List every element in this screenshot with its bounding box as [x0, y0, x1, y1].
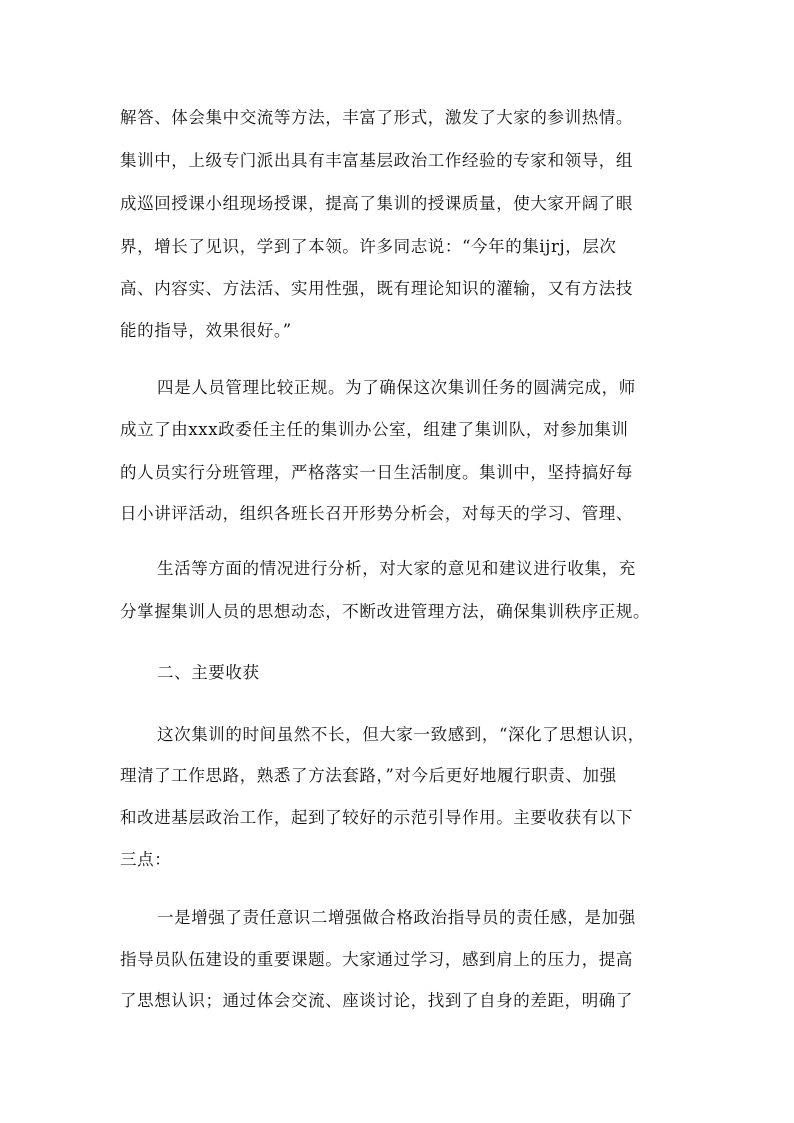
section-heading: 二、主要收获 — [157, 663, 260, 682]
text-line: 这次集训的时间虽然不长，但大家一致感到，“深化了思想认识， — [157, 725, 645, 744]
text-line: 集训中，上级专门派出具有丰富基层政治工作经验的专家和领导，组 — [120, 151, 633, 170]
text-line: 高、内容实、方法活、实用性强，既有理论知识的灌输，又有方法技 — [120, 279, 633, 298]
text-line: 的人员实行分班管理，严格落实一日生活制度。集训中，坚持搞好每 — [120, 463, 633, 482]
text-line: 分掌握集训人员的思想动态，不断改进管理方法，确保集训秩序正规。 — [120, 602, 651, 621]
text-line: 界，增长了见识，学到了本领。许多同志说：“今年的集ijrj，层次 — [120, 237, 617, 256]
text-line: 指导员队伍建设的重要课题。大家通过学习，感到肩上的压力，提高 — [120, 950, 633, 969]
text-line: 四是人员管理比较正规。为了确保这次集训任务的圆满完成，师 — [157, 378, 636, 397]
text-line: 解答、体会集中交流等方法，丰富了形式，激发了大家的参训热情。 — [120, 108, 633, 127]
text-line: 成巡回授课小组现场授课，提高了集训的授课质量，使大家开阔了眼 — [120, 194, 633, 213]
text-line: 能的指导，效果很好。” — [120, 321, 292, 340]
text-line: 成立了由xxx政委任主任的集训办公室，组建了集训队，对参加集训 — [120, 420, 629, 439]
text-line: 理清了工作思路，熟悉了方法套路，”对今后更好地履行职责、加强 — [120, 766, 617, 785]
text-line: 一是增强了责任意识二增强做合格政治指导员的责任感，是加强 — [157, 908, 636, 927]
text-line: 日小讲评活动，组织各班长召开形势分析会，对每天的学习、管理、 — [120, 504, 633, 523]
text-line: 和改进基层政治工作，起到了较好的示范引导作用。主要收获有以下 — [120, 808, 633, 827]
text-line: 了思想认识；通过体会交流、座谈讨论，找到了自身的差距，明确了 — [120, 991, 633, 1010]
text-line: 生活等方面的情况进行分析，对大家的意见和建议进行收集，充 — [157, 559, 636, 578]
text-line: 三点： — [120, 850, 172, 869]
